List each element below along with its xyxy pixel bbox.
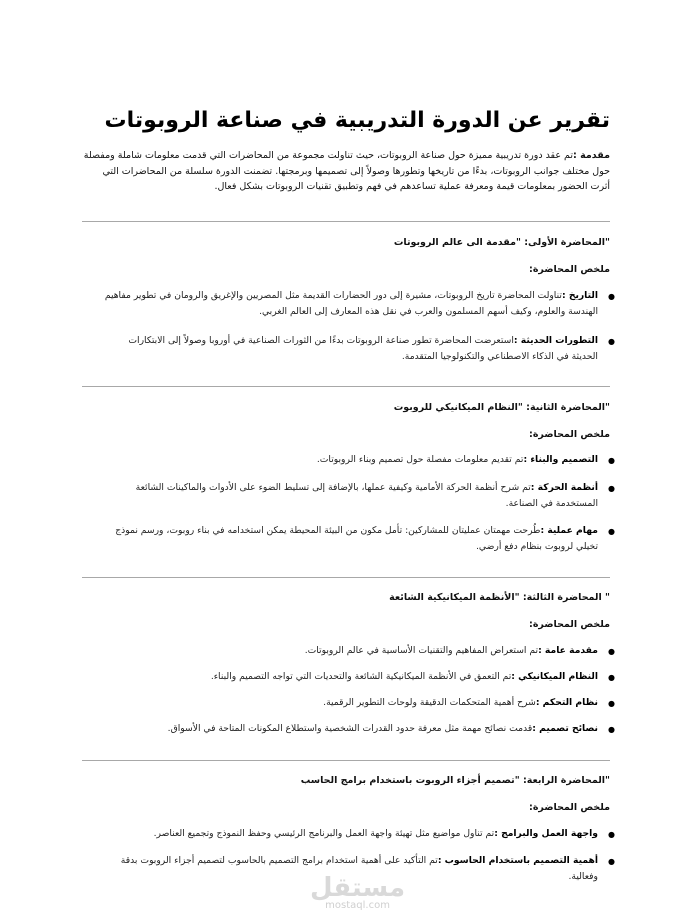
section-1-title: "المحاضرة الأولى: "مقدمة الى عالم الروبوتات (393, 237, 610, 248)
watermark-arabic: مستقل (310, 873, 406, 903)
intro-label: مقدمة : (573, 150, 610, 161)
item-label: التاريخ : (561, 290, 598, 301)
section-divider (82, 221, 610, 222)
item-text: تم التأكيد على أهمية استخدام برامج التصميم بالحاسوب لتصميم أجزاء الروبوت بدقة وفعالية. (120, 855, 598, 882)
item-text: شرح أهمية المتحكمات الدقيقة ولوحات التطوير الرقمية. (323, 697, 536, 708)
bullet-icon: ● (608, 830, 615, 839)
item-text: قدمت نصائح مهمة مثل معرفة حدود القدرات الشخصية واستطلاع المكونات المتاحة في الأسواق. (167, 723, 533, 734)
watermark-latin: mostaql.com (325, 900, 390, 911)
item-label: التطورات الحديثة : (513, 335, 598, 346)
bullet-icon: ● (608, 699, 615, 708)
item-label: أهمية التصميم باستخدام الحاسوب : (437, 855, 598, 866)
bullet-icon: ● (608, 647, 615, 656)
item-label: التصميم والبناء : (523, 454, 598, 465)
mostaql-watermark (310, 873, 406, 912)
item-text: تم استعراض المفاهيم والتقنيات الأساسية في عالم الروبوتات. (304, 645, 539, 656)
item-label: مهام عملية : (540, 525, 598, 536)
list-item (103, 826, 598, 842)
bullet-icon: ● (608, 673, 615, 682)
list-item (103, 333, 598, 364)
section-3-summary-label: ملخص المحاضرة: (529, 619, 610, 630)
bullet-icon: ● (608, 725, 615, 734)
item-label: واجهة العمل والبرامج : (494, 828, 598, 839)
list-item (103, 523, 598, 554)
bullet-icon: ● (608, 527, 615, 536)
intro-paragraph (82, 148, 610, 195)
item-label: مقدمة عامة : (538, 645, 598, 656)
item-text: تم تقديم معلومات مفصلة حول تصميم وبناء الروبوتات. (316, 454, 524, 465)
section-4-title: "المحاضرة الرابعة: "تصميم أجزاء الروبوت باستخدام برامج الحاسب (300, 775, 610, 786)
section-1-summary-label: ملخص المحاضرة: (529, 264, 610, 275)
item-label: نظام التحكم : (535, 697, 598, 708)
section-divider (82, 577, 610, 578)
list-item (103, 669, 598, 685)
bullet-icon: ● (608, 337, 615, 346)
list-item (103, 643, 598, 659)
item-text: تناولت المحاضرة تاريخ الروبوتات، مشيرة إلى دور الحضارات القديمة مثل المصريين والإغريق والرومان في تطوير مفاهيم الهندسة والعلوم، وكيف أسهم المسلمون والعرب في نقل هذه المعارف إلى العالم الغربي. (104, 290, 598, 317)
bullet-icon: ● (608, 292, 615, 301)
bullet-icon: ● (608, 857, 615, 866)
section-4-summary-label: ملخص المحاضرة: (529, 802, 610, 813)
list-item (103, 452, 598, 468)
list-item (103, 695, 598, 711)
section-divider (82, 386, 610, 387)
item-label: النظام الميكانيكي : (511, 671, 598, 682)
list-item (103, 480, 598, 511)
bullet-icon: ● (608, 484, 615, 493)
list-item (103, 721, 598, 737)
item-label: أنظمة الحركة : (530, 482, 598, 493)
item-text: تم تناول مواضيع مثل تهيئة واجهة العمل والبرنامج الرئيسي وحفظ النموذج وتجميع العناصر. (153, 828, 495, 839)
section-2-summary-label: ملخص المحاضرة: (529, 429, 610, 440)
section-3-title: " المحاضرة الثالثة: "الأنظمة الميكانيكية الشائعة (389, 592, 610, 603)
section-2-title: "المحاضرة الثانية: "النظام الميكانيكي للروبوت (393, 402, 610, 413)
report-title: تقرير عن الدورة التدريبية في صناعة الروبوتات (104, 108, 610, 133)
item-text: تم التعمق في الأنظمة الميكانيكية الشائعة والتحديات التي تواجه التصميم والبناء. (210, 671, 512, 682)
list-item (103, 288, 598, 319)
item-text: استعرضت المحاضرة تطور صناعة الروبوتات بدءًا من الثورات الصناعية في أوروبا وصولاً إلى الابتكارات الحديثة في الذكاء الاصطناعي والتكنولوجيا المتقدمة. (128, 335, 598, 362)
intro-text: تم عقد دورة تدريبية مميزة حول صناعة الروبوتات، حيث تناولت مجموعة من المحاضرات التي قدمت معلومات شاملة ومفصلة حول مختلف جوانب الروبوتات، بدءًا من تاريخها وتطورها وصولاً إلى تصميمها وبرمجتها. تضمنت الدورة سلسلة من المحاضرات التي أثرت الحضور بمعلومات قيمة ومعرفة عملية تساعدهم في فهم وتطبيق تقنيات الروبوتات بشكل فعال. (83, 150, 610, 192)
item-text: تم شرح أنظمة الحركة الأمامية وكيفية عملها، بالإضافة إلى تسليط الضوء على الأدوات والماكينات الشائعة المستخدمة في الصناعة. (135, 482, 598, 509)
section-divider (82, 760, 610, 761)
item-label: نصائح تصميم : (532, 723, 598, 734)
bullet-icon: ● (608, 456, 615, 465)
item-text: طُرحت مهمتان عمليتان للمشاركين: تأمل مكون من البيئة المحيطة يمكن استخدامه في بناء روبوت، ورسم نموذج تخيلي لروبوت بنظام دفع أرضي. (115, 525, 598, 552)
